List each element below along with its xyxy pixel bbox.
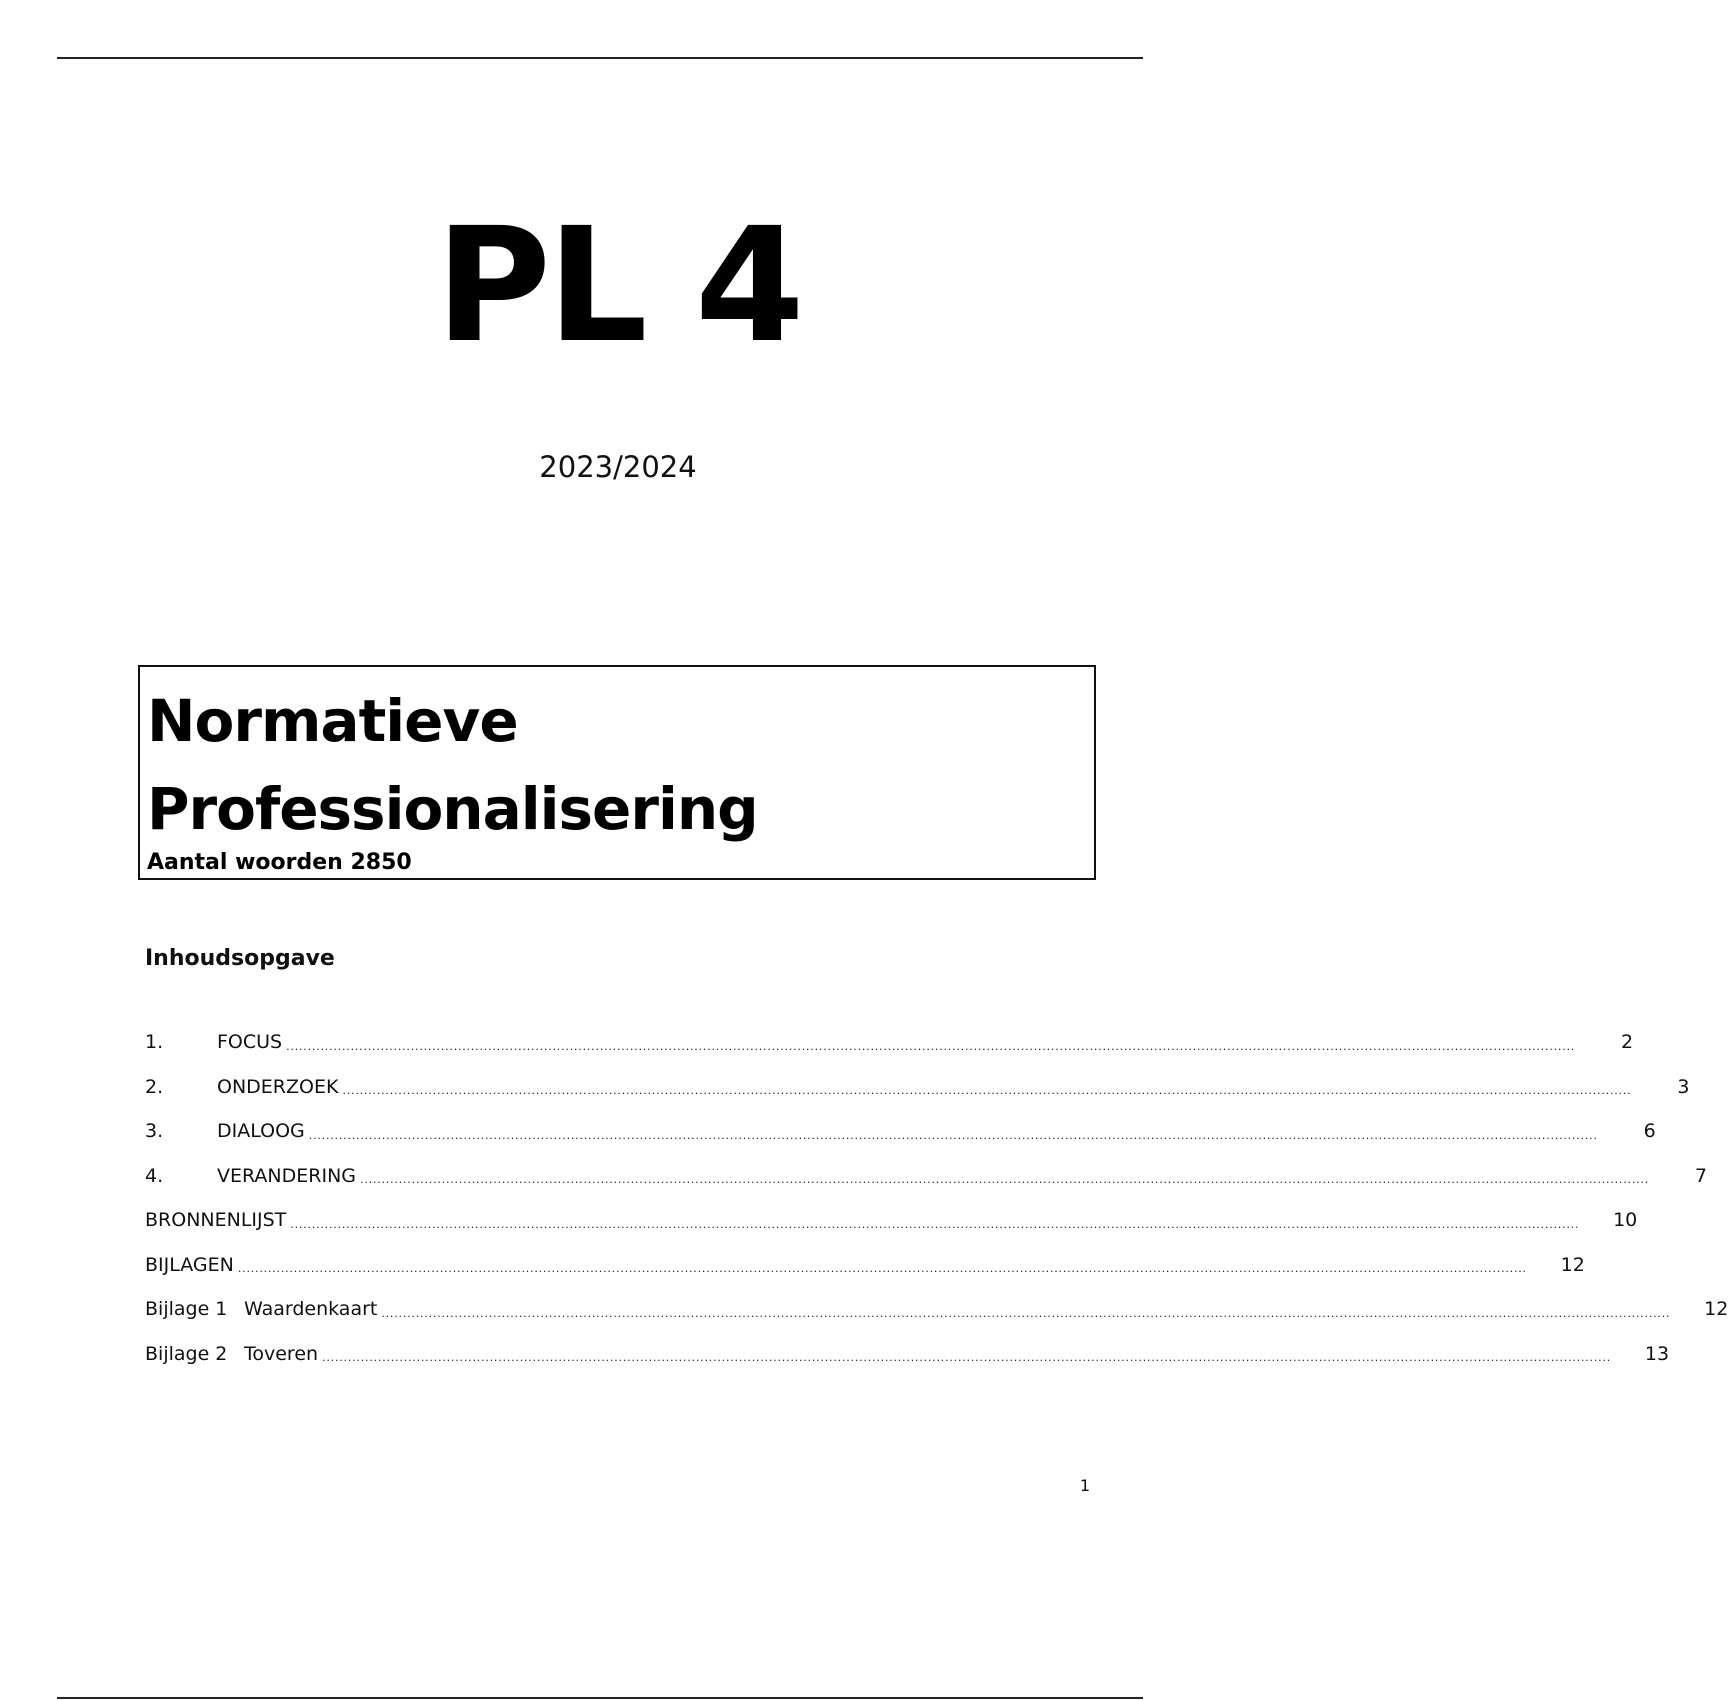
page-number: 1 [1079, 1476, 1090, 1495]
toc-entry-label: Waardenkaart [244, 1298, 378, 1321]
toc-entry-page: 10 [1613, 1209, 1638, 1232]
toc-leader-dots: ............................................................................................................................................................................................................................................................................................................ [360, 1173, 1650, 1186]
subject-title [147, 677, 758, 853]
document-title: PL 4 [435, 194, 801, 378]
toc-leader-dots: ............................................................................................................................................................................................................................................................................................................ [237, 1262, 1527, 1275]
toc-entry-label: FOCUS [217, 1031, 283, 1054]
toc-entry-page: 3 [1677, 1075, 1690, 1098]
toc-entry-number: 4. [145, 1164, 164, 1187]
header-rule [57, 57, 1143, 59]
toc-entry-page: 2 [1621, 1031, 1634, 1054]
toc-leader-dots: ............................................................................................................................................................................................................................................................................................................ [322, 1351, 1612, 1364]
toc-entry-verandering[interactable] [145, 1154, 1708, 1199]
toc-entry-label: DIALOOG [217, 1120, 305, 1143]
toc-entry-bijlage-2[interactable] [145, 1332, 1670, 1377]
toc-heading: Inhoudsopgave [145, 946, 335, 971]
toc-entry-bijlagen[interactable] [145, 1243, 1585, 1288]
toc-entry-label: BRONNENLIJST [145, 1209, 287, 1232]
toc-entry-label: BIJLAGEN [145, 1253, 234, 1276]
subject-title-line-2: Professionalisering [147, 775, 758, 843]
toc-leader-dots: ............................................................................................................................................................................................................................................................................................................ [290, 1217, 1580, 1231]
table-of-contents [145, 1020, 1728, 1376]
toc-entry-dialoog[interactable] [145, 1109, 1656, 1154]
toc-entry-bijlage-1[interactable] [145, 1287, 1728, 1332]
toc-entry-number: 3. [145, 1120, 164, 1143]
toc-leader-dots: ............................................................................................................................................................................................................................................................................................................ [342, 1084, 1632, 1097]
toc-entry-bronnenlijst[interactable] [145, 1198, 1638, 1243]
toc-entry-label: Toveren [244, 1342, 319, 1365]
toc-entry-focus[interactable] [145, 1020, 1634, 1065]
toc-entry-page: 7 [1694, 1164, 1708, 1187]
toc-entry-page: 13 [1644, 1342, 1670, 1365]
toc-entry-page: 6 [1643, 1120, 1656, 1143]
toc-entry-onderzoek[interactable] [145, 1065, 1690, 1110]
toc-entry-label: VERANDERING [217, 1164, 357, 1187]
subject-title-line-1: Normatieve [147, 687, 518, 755]
school-year: 2023/2024 [539, 450, 697, 484]
toc-entry-number: Bijlage 1 [145, 1298, 228, 1321]
title-box [138, 665, 1096, 880]
toc-entry-number: 2. [145, 1075, 164, 1098]
footer-rule [57, 1697, 1143, 1699]
toc-leader-dots: ............................................................................................................................................................................................................................................................................................................ [286, 1039, 1576, 1053]
toc-leader-dots: ............................................................................................................................................................................................................................................................................................................ [308, 1128, 1598, 1142]
toc-entry-page: 12 [1560, 1253, 1585, 1276]
toc-entry-label: ONDERZOEK [217, 1075, 339, 1098]
toc-entry-number: Bijlage 2 [145, 1342, 228, 1365]
word-count: Aantal woorden 2850 [147, 850, 412, 875]
toc-entry-page: 12 [1704, 1298, 1728, 1321]
toc-entry-number: 1. [145, 1031, 164, 1054]
toc-leader-dots: ............................................................................................................................................................................................................................................................................................................ [381, 1306, 1671, 1320]
